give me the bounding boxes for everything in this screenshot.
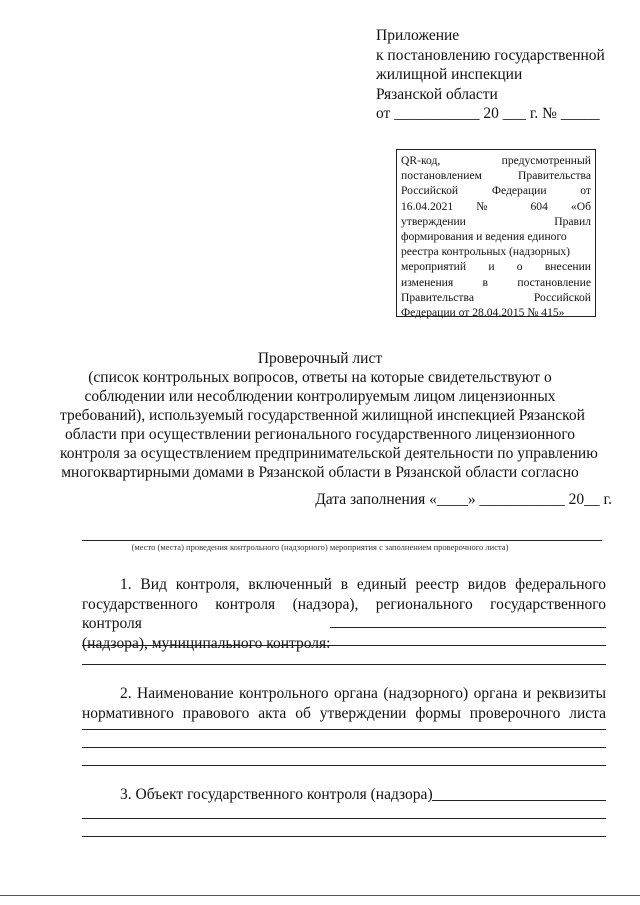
question-1-line: 1. Вид контроля, включенный в единый реестр видов федерального: [120, 576, 606, 593]
title-line: контроля за осуществлением предпринимательской деятельности по управлению: [60, 445, 598, 462]
title-line: области при осуществлении регионального государственного лицензионного: [64, 426, 576, 443]
qr-box-line: мероприятий и о внесении: [401, 260, 591, 274]
appendix-date-line: от ___________ 20 ___ г. № _____: [376, 105, 600, 122]
qr-box-line: Федерации от 28.04.2015 № 415»: [401, 306, 565, 320]
title-line: (список контрольных вопросов, ответы на которые свидетельствуют о: [88, 369, 552, 386]
question-3-line: 3. Объект государственного контроля (надзора): [120, 786, 433, 803]
question-2: [82, 684, 606, 723]
appendix-line: к постановлению государственной: [376, 46, 605, 64]
question-3-answer-line[interactable]: [82, 818, 606, 819]
qr-code-box: [396, 149, 596, 320]
fill-date-field[interactable]: Дата заполнения «____» ___________ 20__ г.: [315, 491, 612, 508]
qr-box-line: изменения в постановление: [401, 275, 591, 289]
checklist-title: [60, 349, 598, 482]
qr-box-line: постановлением Правительства: [401, 169, 591, 183]
qr-box-line: QR-код, предусмотренный: [401, 154, 591, 167]
place-caption: (место (места) проведения контрольного (надзорного) мероприятия с заполнением проверочного листа): [131, 542, 509, 552]
title-heading: Проверочный лист: [257, 350, 383, 367]
question-3-answer-line[interactable]: [432, 800, 606, 801]
qr-box-line: формирования и ведения единого: [401, 230, 567, 244]
question-1-answer-line[interactable]: [330, 627, 606, 628]
question-2-answer-line[interactable]: [82, 765, 606, 766]
qr-box-line: утверждении Правил: [401, 214, 591, 228]
appendix-line: жилищной инспекции: [376, 66, 523, 83]
question-3: [82, 785, 606, 805]
question-1: [82, 575, 606, 653]
title-line: многоквартирными домами в Рязанской области в Рязанской области согласно: [61, 464, 579, 481]
qr-box-line: Российской Федерации от: [401, 184, 591, 198]
question-1-line: государственного контроля (надзора), регионального государственного контроля: [82, 595, 606, 632]
question-1-answer-line[interactable]: [82, 645, 606, 646]
question-2-line: 2. Наименование контрольного органа (надзорного) органа и реквизиты: [120, 685, 606, 702]
qr-box-line: Правительства Российской: [401, 290, 591, 304]
qr-box-line: реестра контрольных (надзорных): [401, 245, 571, 259]
place-input-line[interactable]: [82, 540, 602, 541]
question-3-answer-line[interactable]: [82, 836, 606, 837]
title-line: требований), используемый государственной жилищной инспекцией Рязанской: [60, 407, 585, 424]
page-bottom-rule: [0, 895, 640, 896]
title-line: соблюдении или несоблюдении контролируемым лицом лицензионных: [84, 388, 556, 405]
question-1-line: (надзора), муниципального контроля:: [82, 634, 331, 652]
appendix-header: [376, 26, 616, 124]
question-1-answer-line[interactable]: [82, 664, 606, 665]
appendix-line: Приложение: [376, 27, 460, 44]
question-2-answer-line[interactable]: [82, 729, 606, 730]
question-2-line: нормативного правового акта об утверждении формы проверочного листа: [82, 704, 606, 722]
qr-box-line: 16.04.2021 № 604 «Об: [401, 199, 591, 213]
question-2-answer-line[interactable]: [82, 747, 606, 748]
appendix-line: Рязанской области: [376, 85, 498, 103]
